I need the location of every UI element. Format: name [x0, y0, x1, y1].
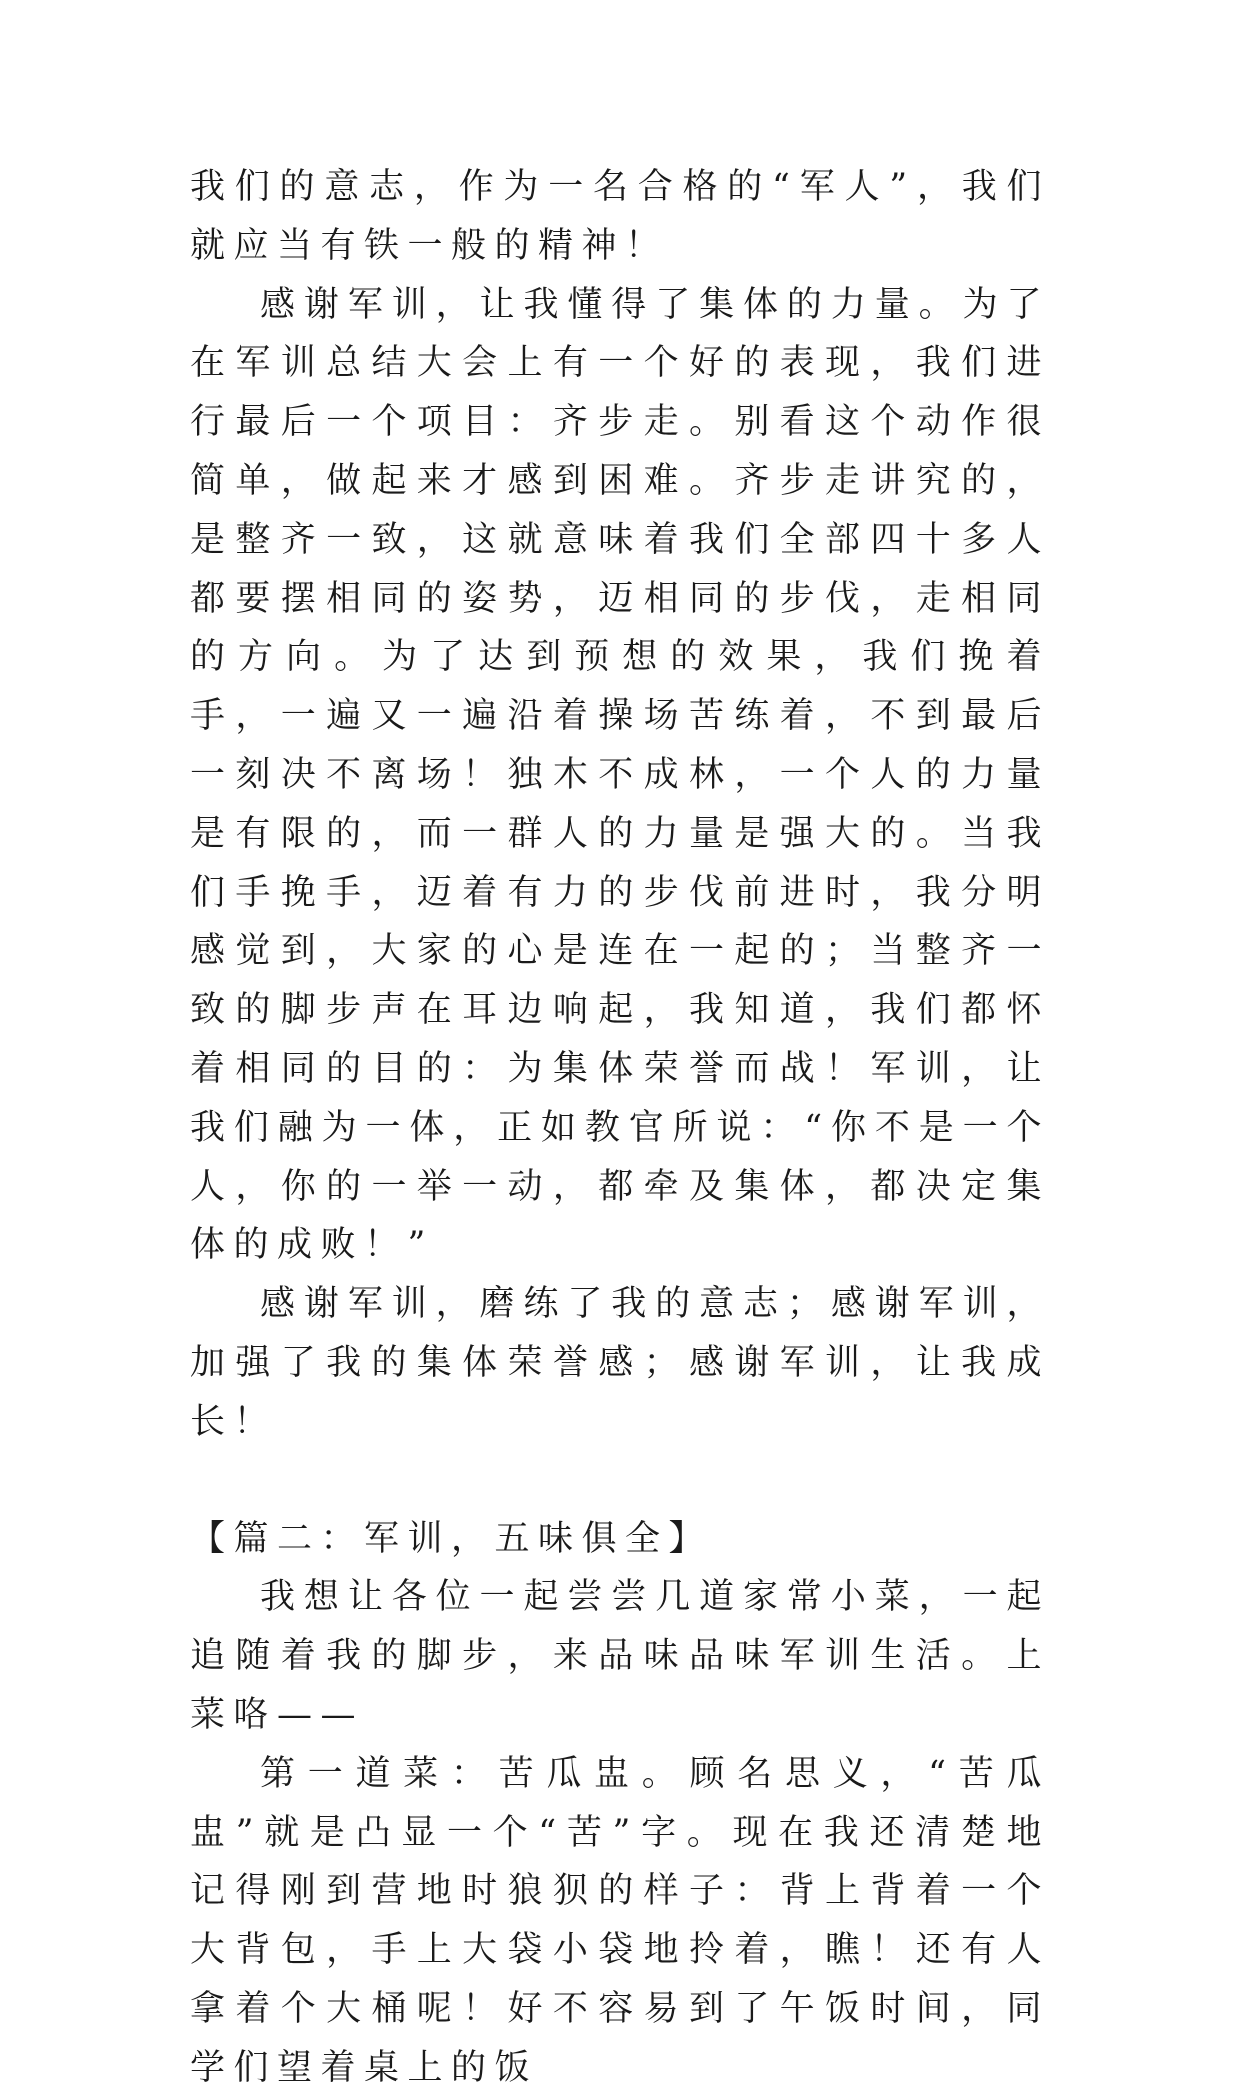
paragraph-intro: 我想让各位一起尝尝几道家常小菜，一起追随着我的脚步，来品味品味军训生活。上菜咯—— — [190, 1577, 1050, 1735]
paragraph-collective-strength: 感谢军训，让我懂得了集体的力量。为了在军训总结大会上有一个好的表现，我们进行最后一个项目：齐步走。别看这个动作很简单，做起来才感到困难。齐步走讲究的，是整齐一致，这就意味着我们全部四十多人都要摆相同的姿势，迈相同的步伐，走相同的方向。为了达到预想的效果，我们挽着手，一遍又一遍沿着操场苦练着，不到最后一刻决不离场！独木不成林，一个人的力量是有限的，而一群人的力量是强大的。当我们手挽手，迈着有力的步伐前进时，我分明感觉到，大家的心是连在一起的；当整齐一致的脚步声在耳边响起，我知道，我们都怀着相同的目的：为集体荣誉而战！军训，让我们融为一体，正如教官所说：“你不是一个人，你的一举一动，都牵及集体，都决定集体的成败！” — [190, 284, 1050, 1266]
section-heading: 【篇二：军训，五味俱全】 — [190, 1518, 713, 1559]
paragraph-continuation: 我们的意志，作为一名合格的“军人”，我们就应当有铁一般的精神！ — [190, 167, 1050, 266]
paragraph-thanks: 感谢军训，磨练了我的意志；感谢军训，加强了我的集体荣誉感；感谢军训，让我成长！ — [190, 1284, 1050, 1442]
paragraph-first-dish: 第一道菜：苦瓜盅。顾名思义，“苦瓜盅”就是凸显一个“苦”字。现在我还清楚地记得刚到营地时狼狈的样子：背上背着一个大背包，手上大袋小袋地拎着，瞧！还有人拿着个大桶呢！好不容易到了午饭时间，同学们望着桌上的饭 — [190, 1753, 1050, 2088]
document-page — [190, 158, 1050, 2098]
